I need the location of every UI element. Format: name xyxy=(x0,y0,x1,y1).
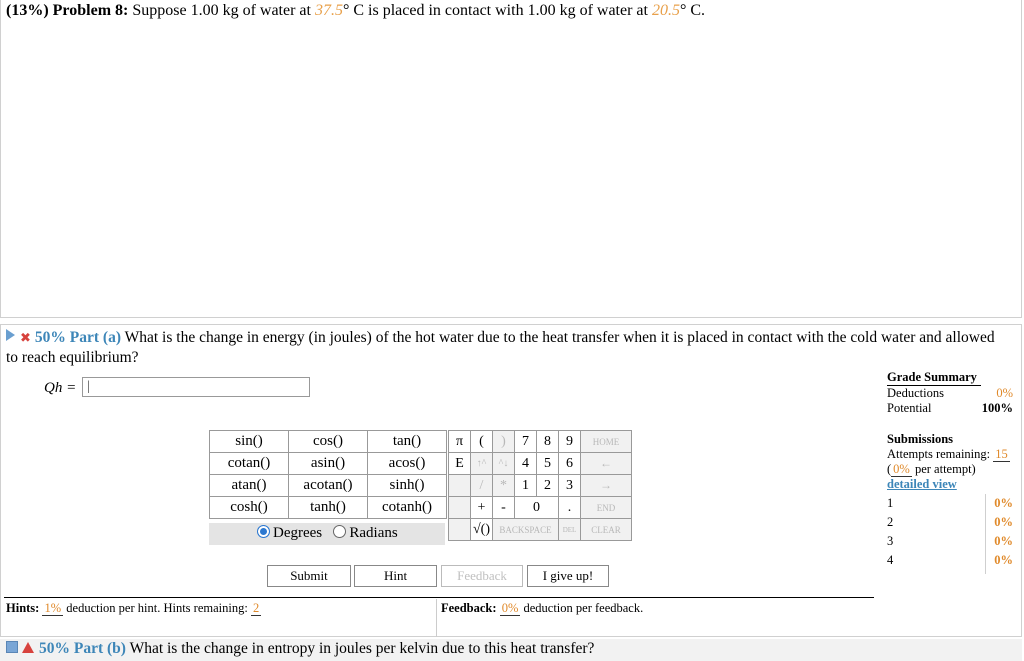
attempts-remaining: 15 xyxy=(995,447,1008,461)
attempts-label: Attempts remaining: xyxy=(887,447,991,461)
function-keypad xyxy=(209,430,447,519)
detailed-view-link[interactable]: detailed view xyxy=(887,477,957,491)
atan-button[interactable]: atan() xyxy=(210,475,289,497)
digit-1-button[interactable]: 1 xyxy=(515,475,537,497)
part-b-heading[interactable] xyxy=(6,640,594,658)
end-button[interactable]: END xyxy=(581,497,632,519)
open-paren-button[interactable]: ( xyxy=(471,431,493,453)
superscript-down-button[interactable]: ^↓ xyxy=(493,453,515,475)
submissions-list xyxy=(887,496,1013,572)
right-arrow-button[interactable]: → xyxy=(581,475,632,497)
answer-input[interactable] xyxy=(82,377,310,397)
left-arrow-button[interactable]: ← xyxy=(581,453,632,475)
answer-label: Qh = xyxy=(44,380,77,396)
acotan-button[interactable]: acotan() xyxy=(289,475,368,497)
hints-info xyxy=(6,601,261,616)
per-attempt-pct: 0% xyxy=(893,462,910,476)
feedback-deduction: 0% xyxy=(501,601,519,615)
problem-text-3: ° C. xyxy=(679,2,706,19)
hint-deduction: 1% xyxy=(44,601,62,615)
sinh-button[interactable]: sinh() xyxy=(368,475,447,497)
incorrect-x-icon: ✖ xyxy=(20,331,31,346)
submit-button[interactable]: Submit xyxy=(267,565,351,587)
feedback-text: deduction per feedback. xyxy=(523,601,644,615)
problem-text-2: ° C is placed in contact with 1.00 kg of water at xyxy=(342,2,648,19)
submissions-title: Submissions xyxy=(887,432,954,446)
collapse-icon[interactable] xyxy=(6,641,18,653)
plus-button[interactable]: + xyxy=(471,497,493,519)
minus-button[interactable]: - xyxy=(493,497,515,519)
part-b-question: What is the change in entropy in joules per kelvin due to this heat transfer? xyxy=(129,640,595,657)
hints-remaining: 2 xyxy=(252,601,260,615)
pi-button[interactable]: π xyxy=(449,431,471,453)
part-a-heading xyxy=(6,328,1006,367)
deductions-label: Deductions xyxy=(887,386,944,400)
radians-label: Radians xyxy=(349,525,398,541)
submission-number: 2 xyxy=(887,515,894,529)
cold-temperature: 20.5 xyxy=(651,2,680,19)
submission-row xyxy=(887,553,1013,572)
per-attempt-text: per attempt) xyxy=(914,462,976,476)
submission-row xyxy=(887,534,1013,553)
hints-label: Hints: xyxy=(6,601,40,615)
superscript-up-button[interactable]: ↑^ xyxy=(471,453,493,475)
numeric-keypad xyxy=(448,430,632,541)
degrees-label: Degrees xyxy=(273,525,323,541)
empty-key xyxy=(449,497,471,519)
grade-summary-title: Grade Summary xyxy=(887,370,981,386)
feedback-button[interactable]: Feedback xyxy=(441,565,523,587)
e-button[interactable]: E xyxy=(449,453,471,475)
sin-button[interactable]: sin() xyxy=(210,431,289,453)
sqrt-button[interactable]: √() xyxy=(471,519,493,541)
submission-pct: 0% xyxy=(994,496,1013,510)
per-attempt-open: ( xyxy=(887,462,892,476)
cotanh-button[interactable]: cotanh() xyxy=(368,497,447,519)
give-up-button[interactable]: I give up! xyxy=(527,565,609,587)
cosh-button[interactable]: cosh() xyxy=(210,497,289,519)
multiply-button[interactable]: * xyxy=(493,475,515,497)
problem-prefix: (13%) Problem 8: xyxy=(6,2,129,19)
submission-number: 3 xyxy=(887,534,894,548)
del-button[interactable]: DEL xyxy=(559,519,581,541)
digit-4-button[interactable]: 4 xyxy=(515,453,537,475)
empty-key xyxy=(449,519,471,541)
tan-button[interactable]: tan() xyxy=(368,431,447,453)
backspace-button[interactable]: BACKSPACE xyxy=(493,519,559,541)
grade-summary xyxy=(887,370,1013,492)
cotan-button[interactable]: cotan() xyxy=(210,453,289,475)
digit-0-button[interactable]: 0 xyxy=(515,497,559,519)
digit-3-button[interactable]: 3 xyxy=(559,475,581,497)
divide-button[interactable]: / xyxy=(471,475,493,497)
problem-statement xyxy=(6,2,705,20)
problem-text-1: Suppose 1.00 kg of water at xyxy=(132,2,311,19)
digit-6-button[interactable]: 6 xyxy=(559,453,581,475)
problem-container xyxy=(0,0,1022,318)
feedback-label: Feedback: xyxy=(441,601,497,615)
digit-9-button[interactable]: 9 xyxy=(559,431,581,453)
acos-button[interactable]: acos() xyxy=(368,453,447,475)
part-a-percent: 50% xyxy=(34,329,66,346)
hints-divider-line xyxy=(4,597,874,598)
tanh-button[interactable]: tanh() xyxy=(289,497,368,519)
submission-number: 1 xyxy=(887,496,894,510)
submission-pct: 0% xyxy=(994,515,1013,529)
submission-row xyxy=(887,515,1013,534)
empty-key xyxy=(449,475,471,497)
part-b-percent: 50% xyxy=(39,640,70,657)
part-a-question: What is the change in energy (in joules) of the hot water due to the heat transfer when it is placed in contact with the cold water and allowed to reach equilibrium? xyxy=(6,329,995,366)
warning-icon xyxy=(22,642,34,653)
feedback-info xyxy=(441,601,643,616)
angle-mode-row xyxy=(209,523,445,545)
submission-pct: 0% xyxy=(994,534,1013,548)
digit-7-button[interactable]: 7 xyxy=(515,431,537,453)
potential-value: 100% xyxy=(981,401,1013,415)
submission-pct: 0% xyxy=(994,553,1013,567)
clear-button[interactable]: CLEAR xyxy=(581,519,632,541)
digit-8-button[interactable]: 8 xyxy=(537,431,559,453)
decimal-button[interactable]: . xyxy=(559,497,581,519)
cos-button[interactable]: cos() xyxy=(289,431,368,453)
hint-button[interactable]: Hint xyxy=(354,565,437,587)
degrees-radio[interactable] xyxy=(257,525,270,538)
hints-feedback-divider xyxy=(436,599,437,637)
submission-number: 4 xyxy=(887,553,894,567)
asin-button[interactable]: asin() xyxy=(289,453,368,475)
part-b-label: Part (b) xyxy=(73,640,126,657)
hints-text: deduction per hint. Hints remaining: xyxy=(66,601,248,615)
submission-row xyxy=(887,496,1013,515)
digit-2-button[interactable]: 2 xyxy=(537,475,559,497)
part-a-label: Part (a) xyxy=(69,329,121,346)
hot-temperature: 37.5 xyxy=(314,2,343,19)
potential-label: Potential xyxy=(887,401,932,415)
deductions-value: 0% xyxy=(996,386,1013,400)
home-button[interactable]: HOME xyxy=(581,431,632,453)
expand-triangle-icon[interactable] xyxy=(6,329,15,341)
radians-radio[interactable] xyxy=(333,525,346,538)
close-paren-button[interactable]: ) xyxy=(493,431,515,453)
digit-5-button[interactable]: 5 xyxy=(537,453,559,475)
